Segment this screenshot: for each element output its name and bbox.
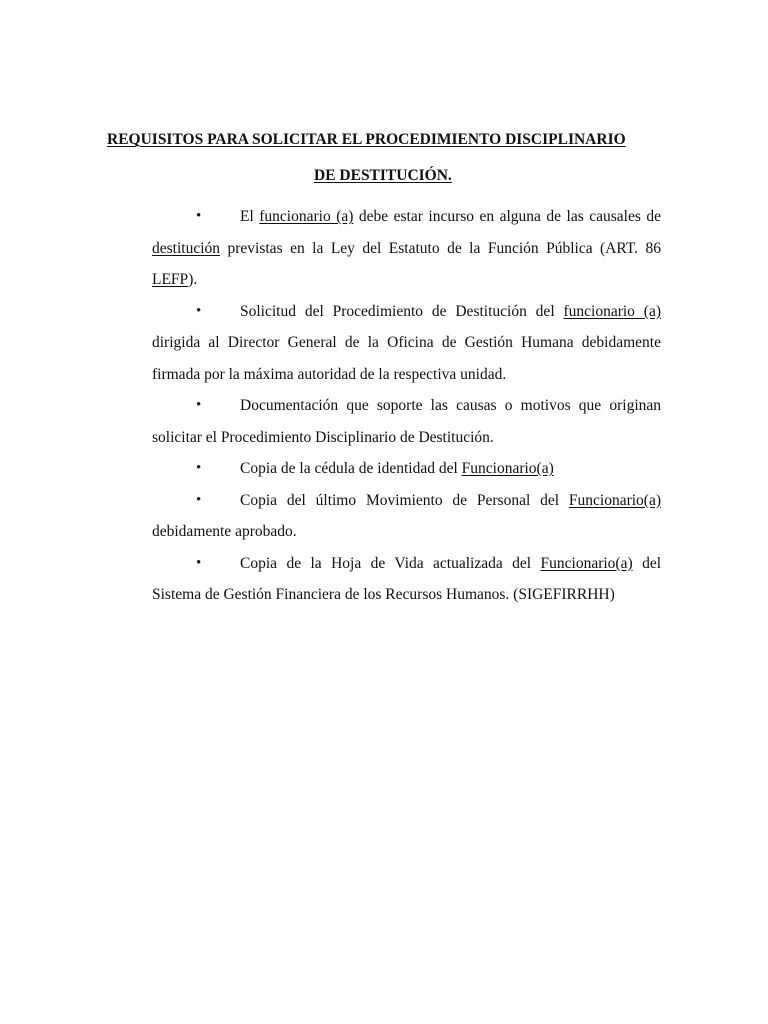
requirement-text: debe estar incurso en alguna de las causales de — [353, 208, 661, 225]
bullet-icon: • — [196, 554, 202, 571]
bullet-icon: • — [196, 208, 202, 224]
requirement-text: Documentación que soporte las causas o motivos que originan solicitar el Procedimiento Disciplinario de Destitución. — [152, 397, 661, 446]
requirement-text: previstas en la Ley del Estatuto de la Función Pública (ART. 86 — [220, 239, 661, 257]
requirement-text: debidamente aprobado. — [152, 523, 297, 540]
requirement-item-1 — [152, 201, 661, 296]
requirement-text: Copia del último Movimiento de Personal del — [240, 491, 569, 509]
requirement-item-4 — [152, 453, 661, 485]
document-title-line-1: REQUISITOS PARA SOLICITAR EL PROCEDIMIENTO DISCIPLINARIO — [107, 131, 626, 148]
document-title-line-2: DE DESTITUCIÓN. — [314, 167, 452, 184]
underlined-term: funcionario (a) — [563, 302, 661, 320]
underlined-term: Funcionario(a) — [540, 554, 633, 572]
requirements-list — [152, 201, 661, 611]
underlined-term: LEFP — [152, 271, 189, 288]
requirement-item-3 — [152, 390, 661, 453]
requirement-item-2 — [152, 296, 661, 391]
bullet-icon: • — [196, 491, 202, 508]
requirement-text: dirigida al Director General de la Oficina de Gestión Humana debidamente firmada por la máxima autoridad de la respectiva unidad. — [152, 334, 661, 383]
underlined-term: Funcionario(a) — [568, 491, 661, 509]
underlined-term: Funcionario(a) — [461, 460, 554, 477]
requirement-text: Solicitud del Procedimiento de Destitución del — [240, 302, 564, 320]
bullet-icon: • — [196, 460, 202, 476]
requirement-text: ). — [188, 271, 198, 288]
requirement-text: El — [240, 208, 260, 225]
requirement-item-6 — [152, 548, 661, 611]
underlined-term: destitución — [152, 239, 221, 257]
requirement-text: Copia de la Hoja de Vida actualizada del — [240, 554, 541, 572]
requirement-text: del Sistema de Gestión Financiera de los Recursos Humanos. (SIGEFIRRHH) — [152, 554, 661, 603]
underlined-term: funcionario (a) — [259, 208, 354, 225]
bullet-icon: • — [196, 397, 202, 413]
requirement-item-5 — [152, 485, 661, 548]
bullet-icon: • — [196, 302, 202, 319]
requirement-text: Copia de la cédula de identidad del — [240, 460, 462, 477]
